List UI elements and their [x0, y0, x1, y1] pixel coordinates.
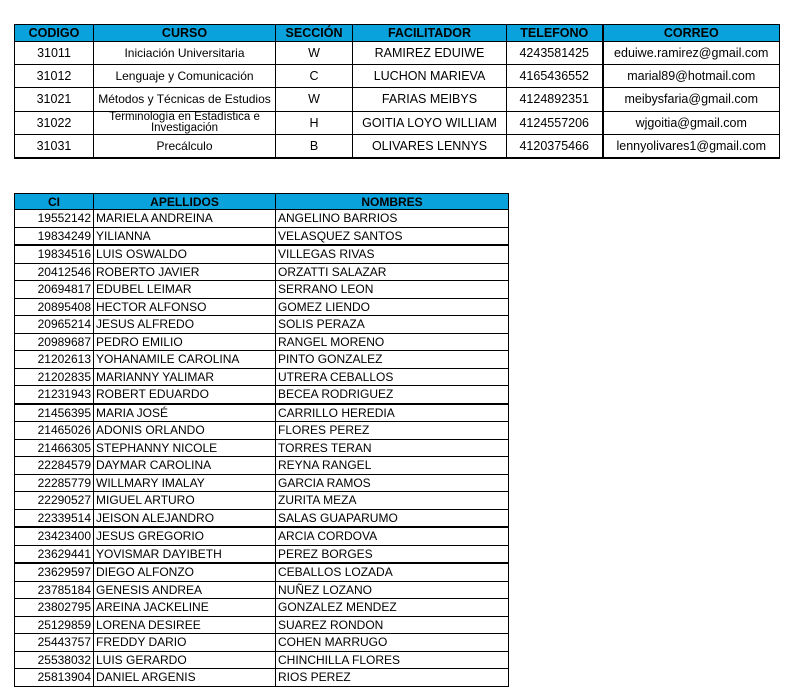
ci-cell: 23629597: [15, 563, 94, 581]
apellidos-cell: DAYMAR CAROLINA: [94, 457, 276, 475]
apellidos-cell: MIGUEL ARTURO: [94, 492, 276, 510]
apellidos-cell: JESUS ALFREDO: [94, 316, 276, 334]
nombres-cell: ARCIA CORDOVA: [276, 527, 509, 545]
table-row: [15, 439, 509, 457]
correo-cell: marial89@hotmail.com: [603, 65, 780, 88]
table-row: [15, 281, 509, 299]
apellidos-cell: ROBERT EDUARDO: [94, 386, 276, 404]
apellidos-cell: JESUS GREGORIO: [94, 527, 276, 545]
nombres-cell: SERRANO LEON: [276, 281, 509, 299]
table-row: [15, 351, 509, 369]
table-row: [15, 298, 509, 316]
curso-cell: Terminología en Estadística e Investigación: [94, 111, 276, 134]
table-row: [15, 545, 509, 563]
ci-cell: 22284579: [15, 457, 94, 475]
apellidos-cell: YOVISMAR DAYIBETH: [94, 545, 276, 563]
codigo-cell: 31012: [15, 65, 94, 88]
table-row: [15, 386, 509, 404]
ci-cell: 22339514: [15, 509, 94, 527]
ci-cell: 19834249: [15, 227, 94, 245]
apellidos-cell: DIEGO ALFONZO: [94, 563, 276, 581]
seccion-cell: C: [276, 65, 353, 88]
table-row: [15, 599, 509, 617]
table-row: [15, 457, 509, 475]
telefono-cell: 4124557206: [507, 111, 603, 134]
facilitador-cell: LUCHON MARIEVA: [353, 65, 507, 88]
apellidos-cell: JEISON ALEJANDRO: [94, 509, 276, 527]
table-row: [15, 422, 509, 440]
table-row: [15, 404, 509, 422]
correo-cell: eduiwe.ramirez@gmail.com: [603, 42, 780, 65]
facilitador-cell: OLIVARES LENNYS: [353, 134, 507, 158]
apellidos-cell: YILIANNA: [94, 227, 276, 245]
nombres-cell: ANGELINO BARRIOS: [276, 210, 509, 228]
apellidos-cell: STEPHANNY NICOLE: [94, 439, 276, 457]
header-ci: CI: [15, 194, 94, 210]
table-row: [15, 245, 509, 263]
nombres-cell: SOLIS PERAZA: [276, 316, 509, 334]
facilitador-cell: GOITIA LOYO WILLIAM: [353, 111, 507, 134]
table-row: [15, 616, 509, 634]
nombres-cell: CARRILLO HEREDIA: [276, 404, 509, 422]
facilitador-cell: RAMIREZ EDUIWE: [353, 42, 507, 65]
correo-cell: wjgoitia@gmail.com: [603, 111, 780, 134]
apellidos-cell: ROBERTO JAVIER: [94, 263, 276, 281]
seccion-cell: B: [276, 134, 353, 158]
apellidos-cell: FREDDY DARIO: [94, 634, 276, 652]
ci-cell: 19552142: [15, 210, 94, 228]
telefono-cell: 4124892351: [507, 88, 603, 111]
nombres-cell: ORZATTI SALAZAR: [276, 263, 509, 281]
curso-cell: Iniciación Universitaria: [94, 42, 276, 65]
ci-cell: 21456395: [15, 404, 94, 422]
codigo-cell: 31011: [15, 42, 94, 65]
table-row: [15, 227, 509, 245]
header-correo: CORREO: [603, 25, 780, 42]
ci-cell: 22290527: [15, 492, 94, 510]
codigo-cell: 31031: [15, 134, 94, 158]
telefono-cell: 4120375466: [507, 134, 603, 158]
apellidos-cell: GENESIS ANDREA: [94, 581, 276, 599]
seccion-cell: W: [276, 42, 353, 65]
ci-cell: 21465026: [15, 422, 94, 440]
telefono-cell: 4243581425: [507, 42, 603, 65]
table-row: [15, 474, 509, 492]
codigo-cell: 31021: [15, 88, 94, 111]
nombres-cell: PINTO GONZALEZ: [276, 351, 509, 369]
apellidos-cell: YOHANAMILE CAROLINA: [94, 351, 276, 369]
nombres-cell: COHEN MARRUGO: [276, 634, 509, 652]
students-body: [15, 210, 509, 687]
telefono-cell: 4165436552: [507, 65, 603, 88]
nombres-cell: UTRERA CEBALLOS: [276, 368, 509, 386]
header-telefono: TELEFONO: [507, 25, 603, 42]
students-header-row: [15, 194, 509, 210]
table-row: [15, 333, 509, 351]
ci-cell: 22285779: [15, 474, 94, 492]
apellidos-cell: LORENA DESIREE: [94, 616, 276, 634]
codigo-cell: 31022: [15, 111, 94, 134]
apellidos-cell: LUIS GERARDO: [94, 651, 276, 669]
table-row: [15, 42, 780, 65]
header-seccion: SECCIÓN: [276, 25, 353, 42]
header-codigo: CODIGO: [15, 25, 94, 42]
apellidos-cell: HECTOR ALFONSO: [94, 298, 276, 316]
nombres-cell: VELASQUEZ SANTOS: [276, 227, 509, 245]
nombres-cell: NUÑEZ LOZANO: [276, 581, 509, 599]
table-row: [15, 263, 509, 281]
nombres-cell: ZURITA MEZA: [276, 492, 509, 510]
ci-cell: 25538032: [15, 651, 94, 669]
nombres-cell: CHINCHILLA FLORES: [276, 651, 509, 669]
nombres-cell: GONZALEZ MENDEZ: [276, 599, 509, 617]
header-curso: CURSO: [94, 25, 276, 42]
table-row: [15, 651, 509, 669]
apellidos-cell: ADONIS ORLANDO: [94, 422, 276, 440]
table-row: [15, 111, 780, 134]
nombres-cell: REYNA RANGEL: [276, 457, 509, 475]
seccion-cell: H: [276, 111, 353, 134]
table-row: [15, 669, 509, 687]
nombres-cell: GOMEZ LIENDO: [276, 298, 509, 316]
curso-cell: Precálculo: [94, 134, 276, 158]
apellidos-cell: MARIANNY YALIMAR: [94, 368, 276, 386]
table-row: [15, 492, 509, 510]
nombres-cell: SALAS GUAPARUMO: [276, 509, 509, 527]
apellidos-cell: DANIEL ARGENIS: [94, 669, 276, 687]
nombres-cell: SUAREZ RONDON: [276, 616, 509, 634]
table-row: [15, 563, 509, 581]
table-row: [15, 210, 509, 228]
ci-cell: 25813904: [15, 669, 94, 687]
nombres-cell: CEBALLOS LOZADA: [276, 563, 509, 581]
students-table: [14, 193, 509, 687]
table-row: [15, 88, 780, 111]
ci-cell: 21202835: [15, 368, 94, 386]
header-apellidos: APELLIDOS: [94, 194, 276, 210]
table-row: [15, 634, 509, 652]
header-facilitador: FACILITADOR: [353, 25, 507, 42]
correo-cell: lennyolivares1@gmail.com: [603, 134, 780, 158]
apellidos-cell: WILLMARY IMALAY: [94, 474, 276, 492]
correo-cell: meibysfaria@gmail.com: [603, 88, 780, 111]
table-row: [15, 368, 509, 386]
nombres-cell: FLORES PEREZ: [276, 422, 509, 440]
apellidos-cell: MARIELA ANDREINA: [94, 210, 276, 228]
nombres-cell: VILLEGAS RIVAS: [276, 245, 509, 263]
courses-table: [14, 24, 780, 159]
table-row: [15, 581, 509, 599]
ci-cell: 20895408: [15, 298, 94, 316]
table-row: [15, 527, 509, 545]
nombres-cell: BECEA RODRIGUEZ: [276, 386, 509, 404]
ci-cell: 20694817: [15, 281, 94, 299]
apellidos-cell: LUIS OSWALDO: [94, 245, 276, 263]
courses-header-row: [15, 25, 780, 42]
apellidos-cell: EDUBEL LEIMAR: [94, 281, 276, 299]
ci-cell: 25443757: [15, 634, 94, 652]
ci-cell: 23423400: [15, 527, 94, 545]
nombres-cell: PEREZ BORGES: [276, 545, 509, 563]
ci-cell: 19834516: [15, 245, 94, 263]
table-row: [15, 134, 780, 158]
ci-cell: 23802795: [15, 599, 94, 617]
nombres-cell: RANGEL MORENO: [276, 333, 509, 351]
ci-cell: 20989687: [15, 333, 94, 351]
ci-cell: 21231943: [15, 386, 94, 404]
header-nombres: NOMBRES: [276, 194, 509, 210]
ci-cell: 25129859: [15, 616, 94, 634]
facilitador-cell: FARIAS MEIBYS: [353, 88, 507, 111]
nombres-cell: TORRES TERAN: [276, 439, 509, 457]
table-row: [15, 65, 780, 88]
ci-cell: 21466305: [15, 439, 94, 457]
apellidos-cell: PEDRO EMILIO: [94, 333, 276, 351]
nombres-cell: RIOS PEREZ: [276, 669, 509, 687]
nombres-cell: GARCIA RAMOS: [276, 474, 509, 492]
ci-cell: 21202613: [15, 351, 94, 369]
curso-cell: Métodos y Técnicas de Estudios: [94, 88, 276, 111]
ci-cell: 23629441: [15, 545, 94, 563]
ci-cell: 20412546: [15, 263, 94, 281]
seccion-cell: W: [276, 88, 353, 111]
table-row: [15, 509, 509, 527]
apellidos-cell: AREINA JACKELINE: [94, 599, 276, 617]
apellidos-cell: MARIA JOSÉ: [94, 404, 276, 422]
table-row: [15, 316, 509, 334]
ci-cell: 23785184: [15, 581, 94, 599]
curso-cell: Lenguaje y Comunicación: [94, 65, 276, 88]
ci-cell: 20965214: [15, 316, 94, 334]
